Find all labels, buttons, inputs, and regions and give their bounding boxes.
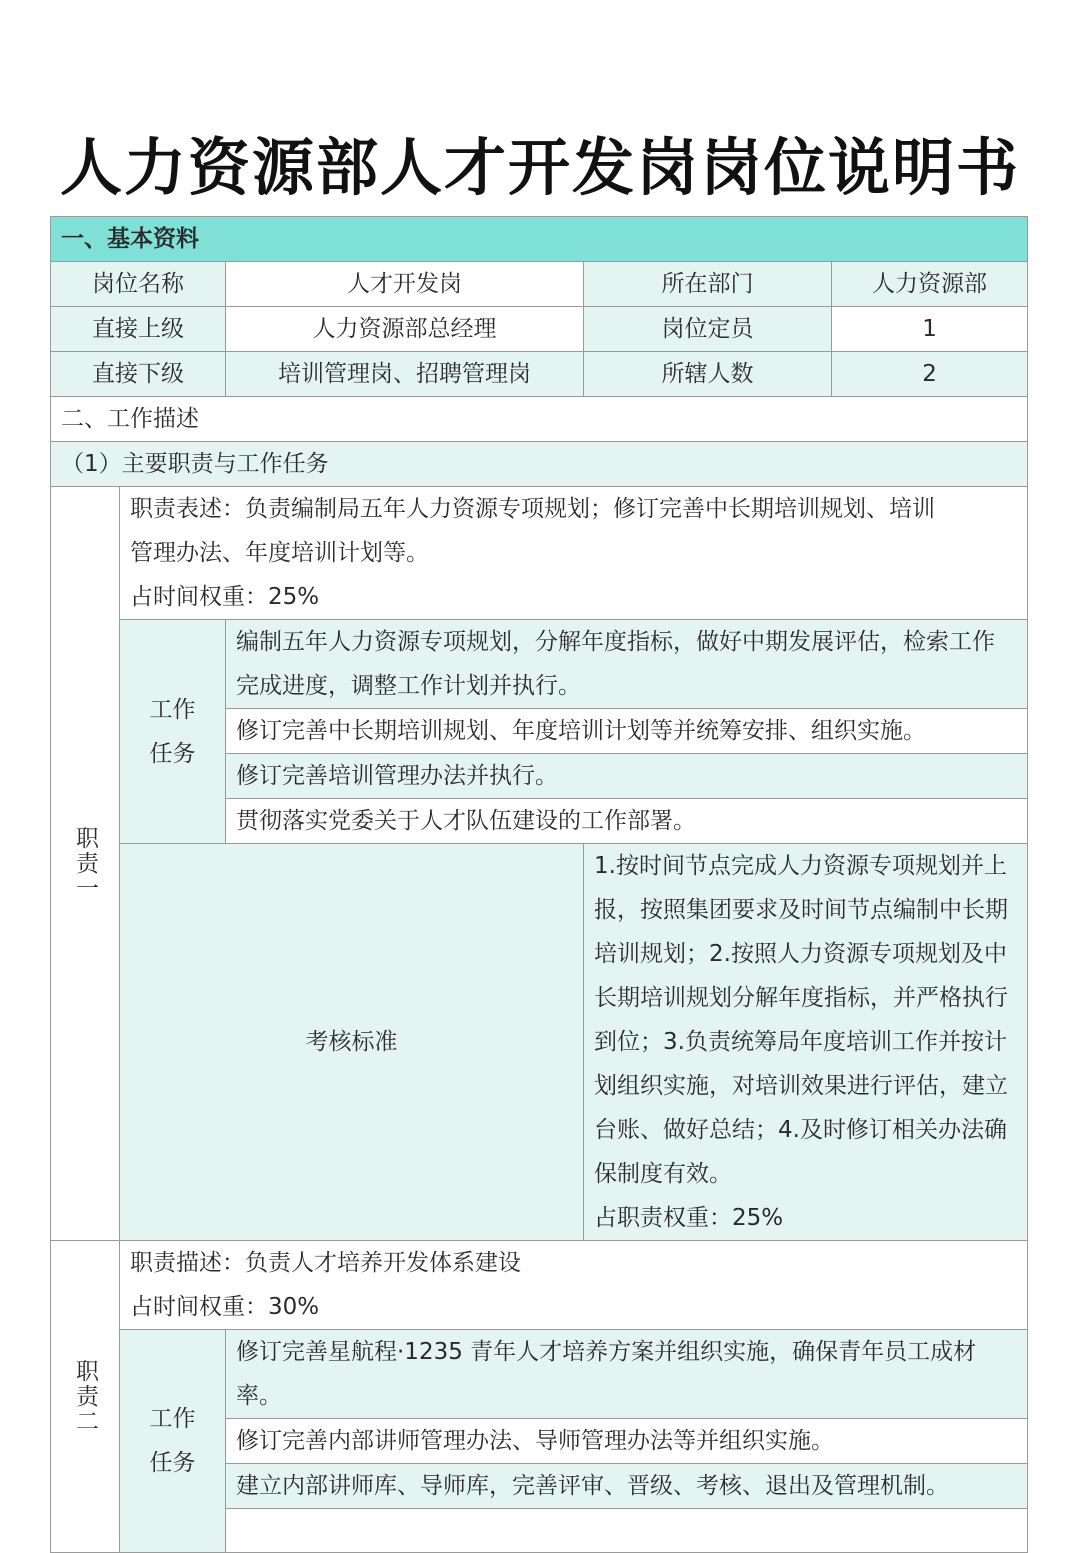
duty-two-task-label [120,1330,226,1553]
duty-two-desc: 职责描述：负责人才培养开发体系建设 [130,1250,521,1276]
duty-one-task-3: 修订完善培训管理办法并执行。 [226,754,1028,799]
duty-one-desc-line1: 职责表述：负责编制局五年人力资源专项规划；修订完善中长期培训规划、培训 [130,496,935,522]
label-department: 所在部门 [584,262,832,307]
duty-one-weight: 占时间权重：25% [130,584,320,610]
value-headcount: 1 [832,307,1028,352]
value-department: 人力资源部 [832,262,1028,307]
assessment-label: 考核标准 [120,844,584,1241]
assessment-content [584,844,1028,1241]
label-position-name: 岗位名称 [51,262,226,307]
label-direct-subordinate: 直接下级 [51,352,226,397]
task-label-line2: 任务 [149,1450,196,1476]
duty-one-task-label [120,620,226,844]
assessment-weight: 占职责权重：25% [594,1205,784,1231]
duty-two-description [120,1241,1028,1330]
duty-one-label: 职责一 [51,487,120,1241]
subsection-duties: （1）主要职责与工作任务 [51,442,1028,487]
duty-two-task-1: 修订完善星航程·1235 青年人才培养方案并组织实施，确保青年员工成材率。 [226,1330,1028,1419]
duty-two-task-2: 修订完善内部讲师管理办法、导师管理办法等并组织实施。 [226,1419,1028,1464]
label-subordinate-count: 所辖人数 [584,352,832,397]
section-basic-info: 一、基本资料 [51,217,1028,262]
assessment-text: 1.按时间节点完成人力资源专项规划并上报，按照集团要求及时间节点编制中长期培训规划；2.按照人力资源专项规划及中长期培训规划分解年度指标，并严格执行到位；3.负责统筹局年度培训工作并按计划组织实施，对培训效果进行评估，建立台账、做好总结；4.及时修订相关办法确保制度有效。 [594,853,1008,1187]
duty-one-desc-line2: 管理办法、年度培训计划等。 [130,540,429,566]
page-title: 人力资源部人才开发岗岗位说明书 [59,131,1020,204]
duty-one-task-2: 修订完善中长期培训规划、年度培训计划等并统筹安排、组织实施。 [226,709,1028,754]
task-label-line1: 工作 [149,1406,196,1432]
task-label-line1: 工作 [149,696,196,723]
label-direct-superior: 直接上级 [51,307,226,352]
section-work-description: 二、工作描述 [51,397,1028,442]
job-description-table [50,216,1028,1553]
duty-two-task-4 [226,1509,1028,1553]
label-headcount: 岗位定员 [584,307,832,352]
duty-two-weight: 占时间权重：30% [130,1294,320,1320]
value-direct-subordinate: 培训管理岗、招聘管理岗 [226,352,584,397]
duty-one-description [120,487,1028,620]
value-subordinate-count: 2 [832,352,1028,397]
value-direct-superior: 人力资源部总经理 [226,307,584,352]
duty-two-task-3: 建立内部讲师库、导师库，完善评审、晋级、考核、退出及管理机制。 [226,1464,1028,1509]
value-position-name: 人才开发岗 [226,262,584,307]
duty-one-task-4: 贯彻落实党委关于人才队伍建设的工作部署。 [226,799,1028,844]
task-label-line2: 任务 [149,740,196,767]
duty-two-label: 职责二 [51,1241,120,1553]
duty-one-task-1: 编制五年人力资源专项规划，分解年度指标，做好中期发展评估，检索工作完成进度，调整工作计划并执行。 [226,620,1028,709]
